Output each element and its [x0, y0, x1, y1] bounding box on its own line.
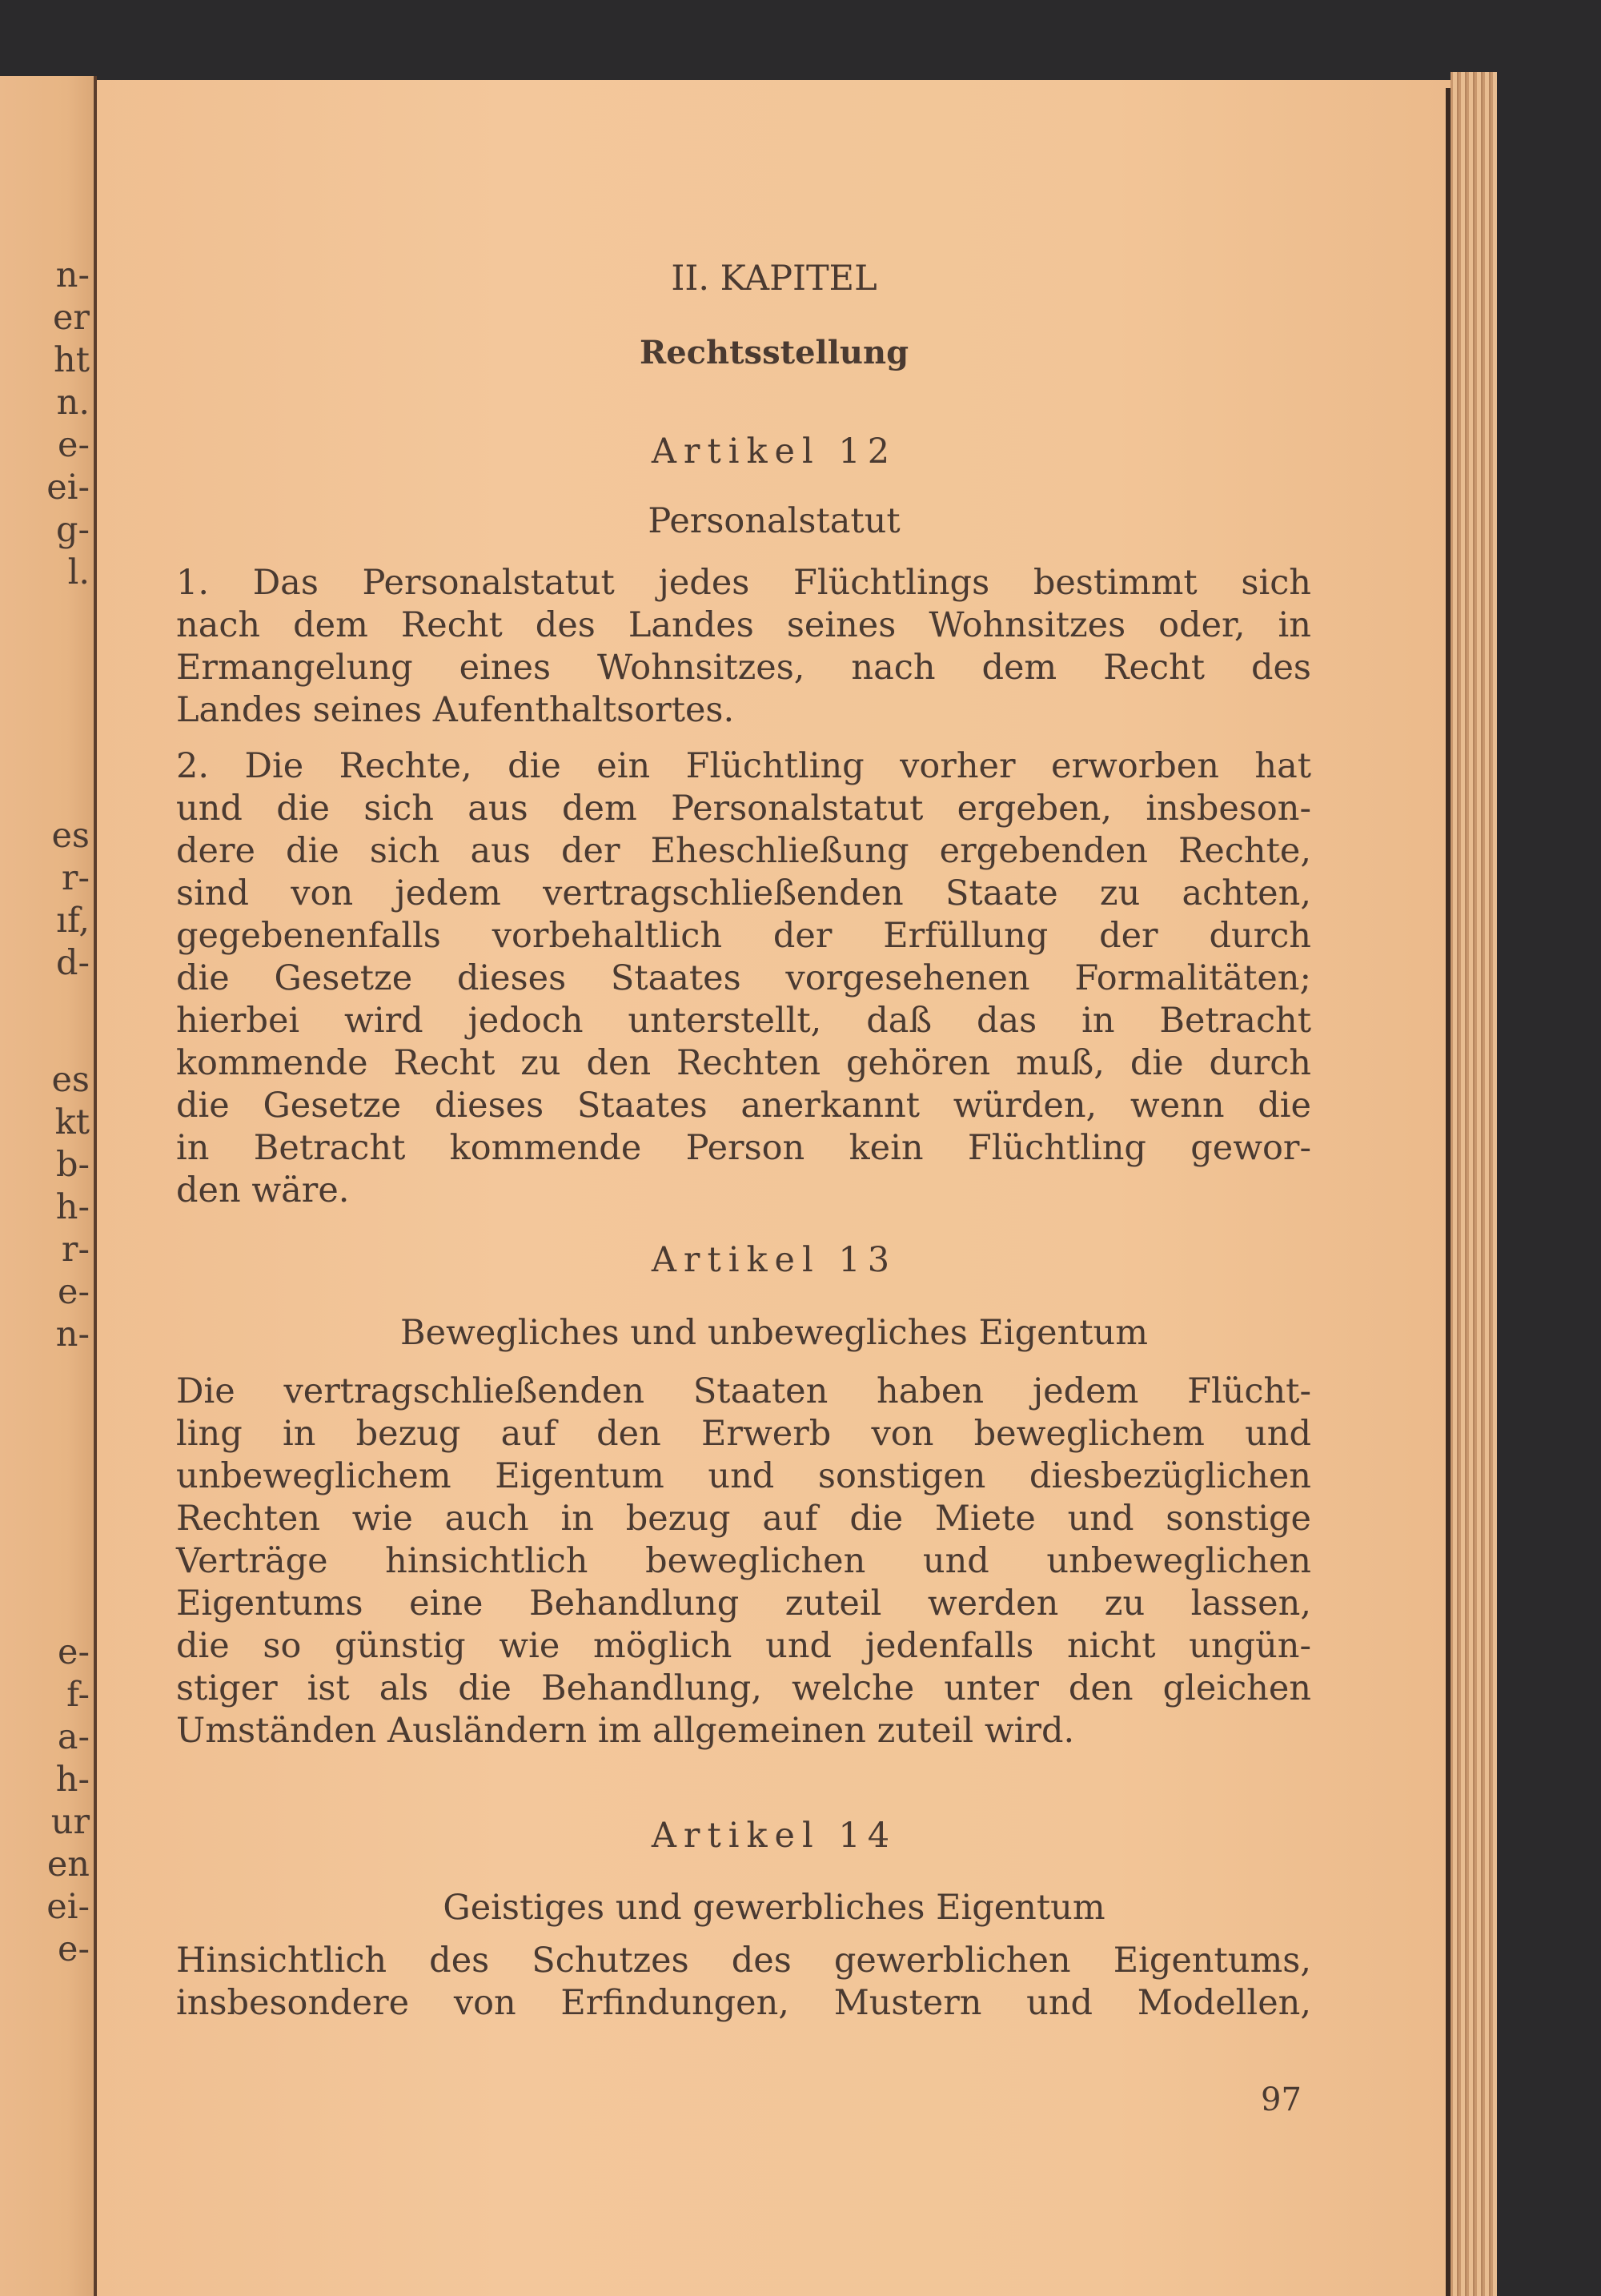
paragraph-line: Verträge hinsichtlich beweglichen und unbeweglichen [176, 1541, 1311, 1581]
paragraph-line: ling in bezug auf den Erwerb von beweglichem und [176, 1414, 1311, 1454]
article-heading: Geistiges und gewerbliches Eigentum [443, 1888, 1105, 1928]
paragraph-line: unbeweglichem Eigentum und sonstigen diesbezüglichen [176, 1456, 1311, 1496]
left-page-fragment: h- [55, 1760, 90, 1800]
page-stack-edges [1451, 72, 1497, 2296]
paragraph-line: die Gesetze dieses Staates vorgesehenen Formalitäten; [176, 958, 1311, 998]
chapter-title: Rechtsstellung [639, 334, 909, 371]
left-page-fragment: es [51, 816, 90, 856]
paragraph-line: 2. Die Rechte, die ein Flüchtling vorher erworben hat [176, 746, 1311, 786]
left-page-fragment: ei- [46, 1887, 90, 1927]
paragraph-line: 1. Das Personalstatut jedes Flüchtlings bestimmt sich [176, 563, 1311, 603]
left-page-fragment: a- [57, 1717, 90, 1757]
left-page-fragment: ıf, [56, 901, 90, 941]
paragraph-line: nach dem Recht des Landes seines Wohnsitzes oder, in [176, 605, 1311, 645]
left-page-fragment: g- [55, 510, 90, 550]
left-page-fragment: r- [61, 1230, 90, 1270]
left-page-fragment: b- [55, 1145, 90, 1185]
article-label: Artikel 14 [651, 1816, 897, 1856]
paragraph-line: hierbei wird jedoch unterstellt, daß das in Betracht [176, 1001, 1311, 1041]
paragraph-line: insbesondere von Erfindungen, Mustern und Modellen, [176, 1983, 1311, 2023]
paragraph-line: den wäre. [176, 1170, 350, 1210]
left-page-fragment: e- [58, 1632, 90, 1672]
paragraph-line: in Betracht kommende Person kein Flüchtling gewor- [176, 1128, 1311, 1168]
left-page-fragment: es [51, 1060, 90, 1100]
paragraph-line: Ermangelung eines Wohnsitzes, nach dem Recht des [176, 648, 1311, 688]
paragraph-line: Rechten wie auch in bezug auf die Miete und sonstige [176, 1499, 1311, 1539]
article-label: Artikel 13 [651, 1240, 897, 1280]
article-heading: Bewegliches und unbewegliches Eigentum [399, 1313, 1149, 1353]
paragraph-line: Eigentums eine Behandlung zuteil werden zu lassen, [176, 1584, 1311, 1624]
left-page-fragment: ur [50, 1802, 90, 1842]
paragraph-line: gegebenenfalls vorbehaltlich der Erfüllung der durch [176, 916, 1311, 956]
chapter-number: II. KAPITEL [671, 259, 877, 299]
left-page-fragment: kt [54, 1102, 90, 1142]
left-page-fragment: d- [55, 943, 90, 983]
article-heading: Personalstatut [648, 501, 901, 541]
paragraph-line: Landes seines Aufenthaltsortes. [176, 690, 735, 730]
paragraph-line: sind von jedem vertragschließenden Staate zu achten, [176, 873, 1311, 913]
left-page-fragment: l. [67, 552, 90, 592]
paragraph-line: Hinsichtlich des Schutzes des gewerblichen Eigentums, [176, 1941, 1311, 1981]
paragraph-line: Die vertragschließenden Staaten haben jedem Flücht- [176, 1371, 1311, 1411]
left-page-fragment: er [52, 298, 90, 338]
left-page-fragment: en [46, 1844, 90, 1885]
left-page-fragment: e- [58, 1929, 90, 1969]
left-page-fragment: e- [58, 425, 90, 465]
left-page-fragment: n- [55, 255, 90, 295]
left-page-fragment: ht [54, 340, 90, 380]
left-page-fragment: n- [55, 1315, 90, 1355]
paragraph-line: kommende Recht zu den Rechten gehören muß, die durch [176, 1043, 1311, 1083]
left-page-fragment: n. [56, 383, 90, 423]
left-page-fragment: r- [61, 858, 90, 898]
paragraph-line: dere die sich aus der Eheschließung ergebenden Rechte, [176, 831, 1311, 871]
paragraph-line: Umständen Ausländern im allgemeinen zuteil wird. [176, 1711, 1075, 1751]
left-page-fragment: f- [66, 1675, 90, 1715]
paragraph-line: die so günstig wie möglich und jedenfalls nicht ungün- [176, 1626, 1311, 1666]
paragraph-line: und die sich aus dem Personalstatut ergeben, insbeson- [176, 789, 1311, 829]
article-label: Artikel 12 [651, 432, 897, 472]
page-number: 97 [1261, 2081, 1302, 2118]
paragraph-line: die Gesetze dieses Staates anerkannt würden, wenn die [176, 1086, 1311, 1126]
paragraph-line: stiger ist als die Behandlung, welche unter den gleichen [176, 1668, 1311, 1708]
left-page-fragment: ei- [46, 468, 90, 508]
left-page-fragment: e- [58, 1272, 90, 1312]
left-page-fragment: h- [55, 1187, 90, 1227]
